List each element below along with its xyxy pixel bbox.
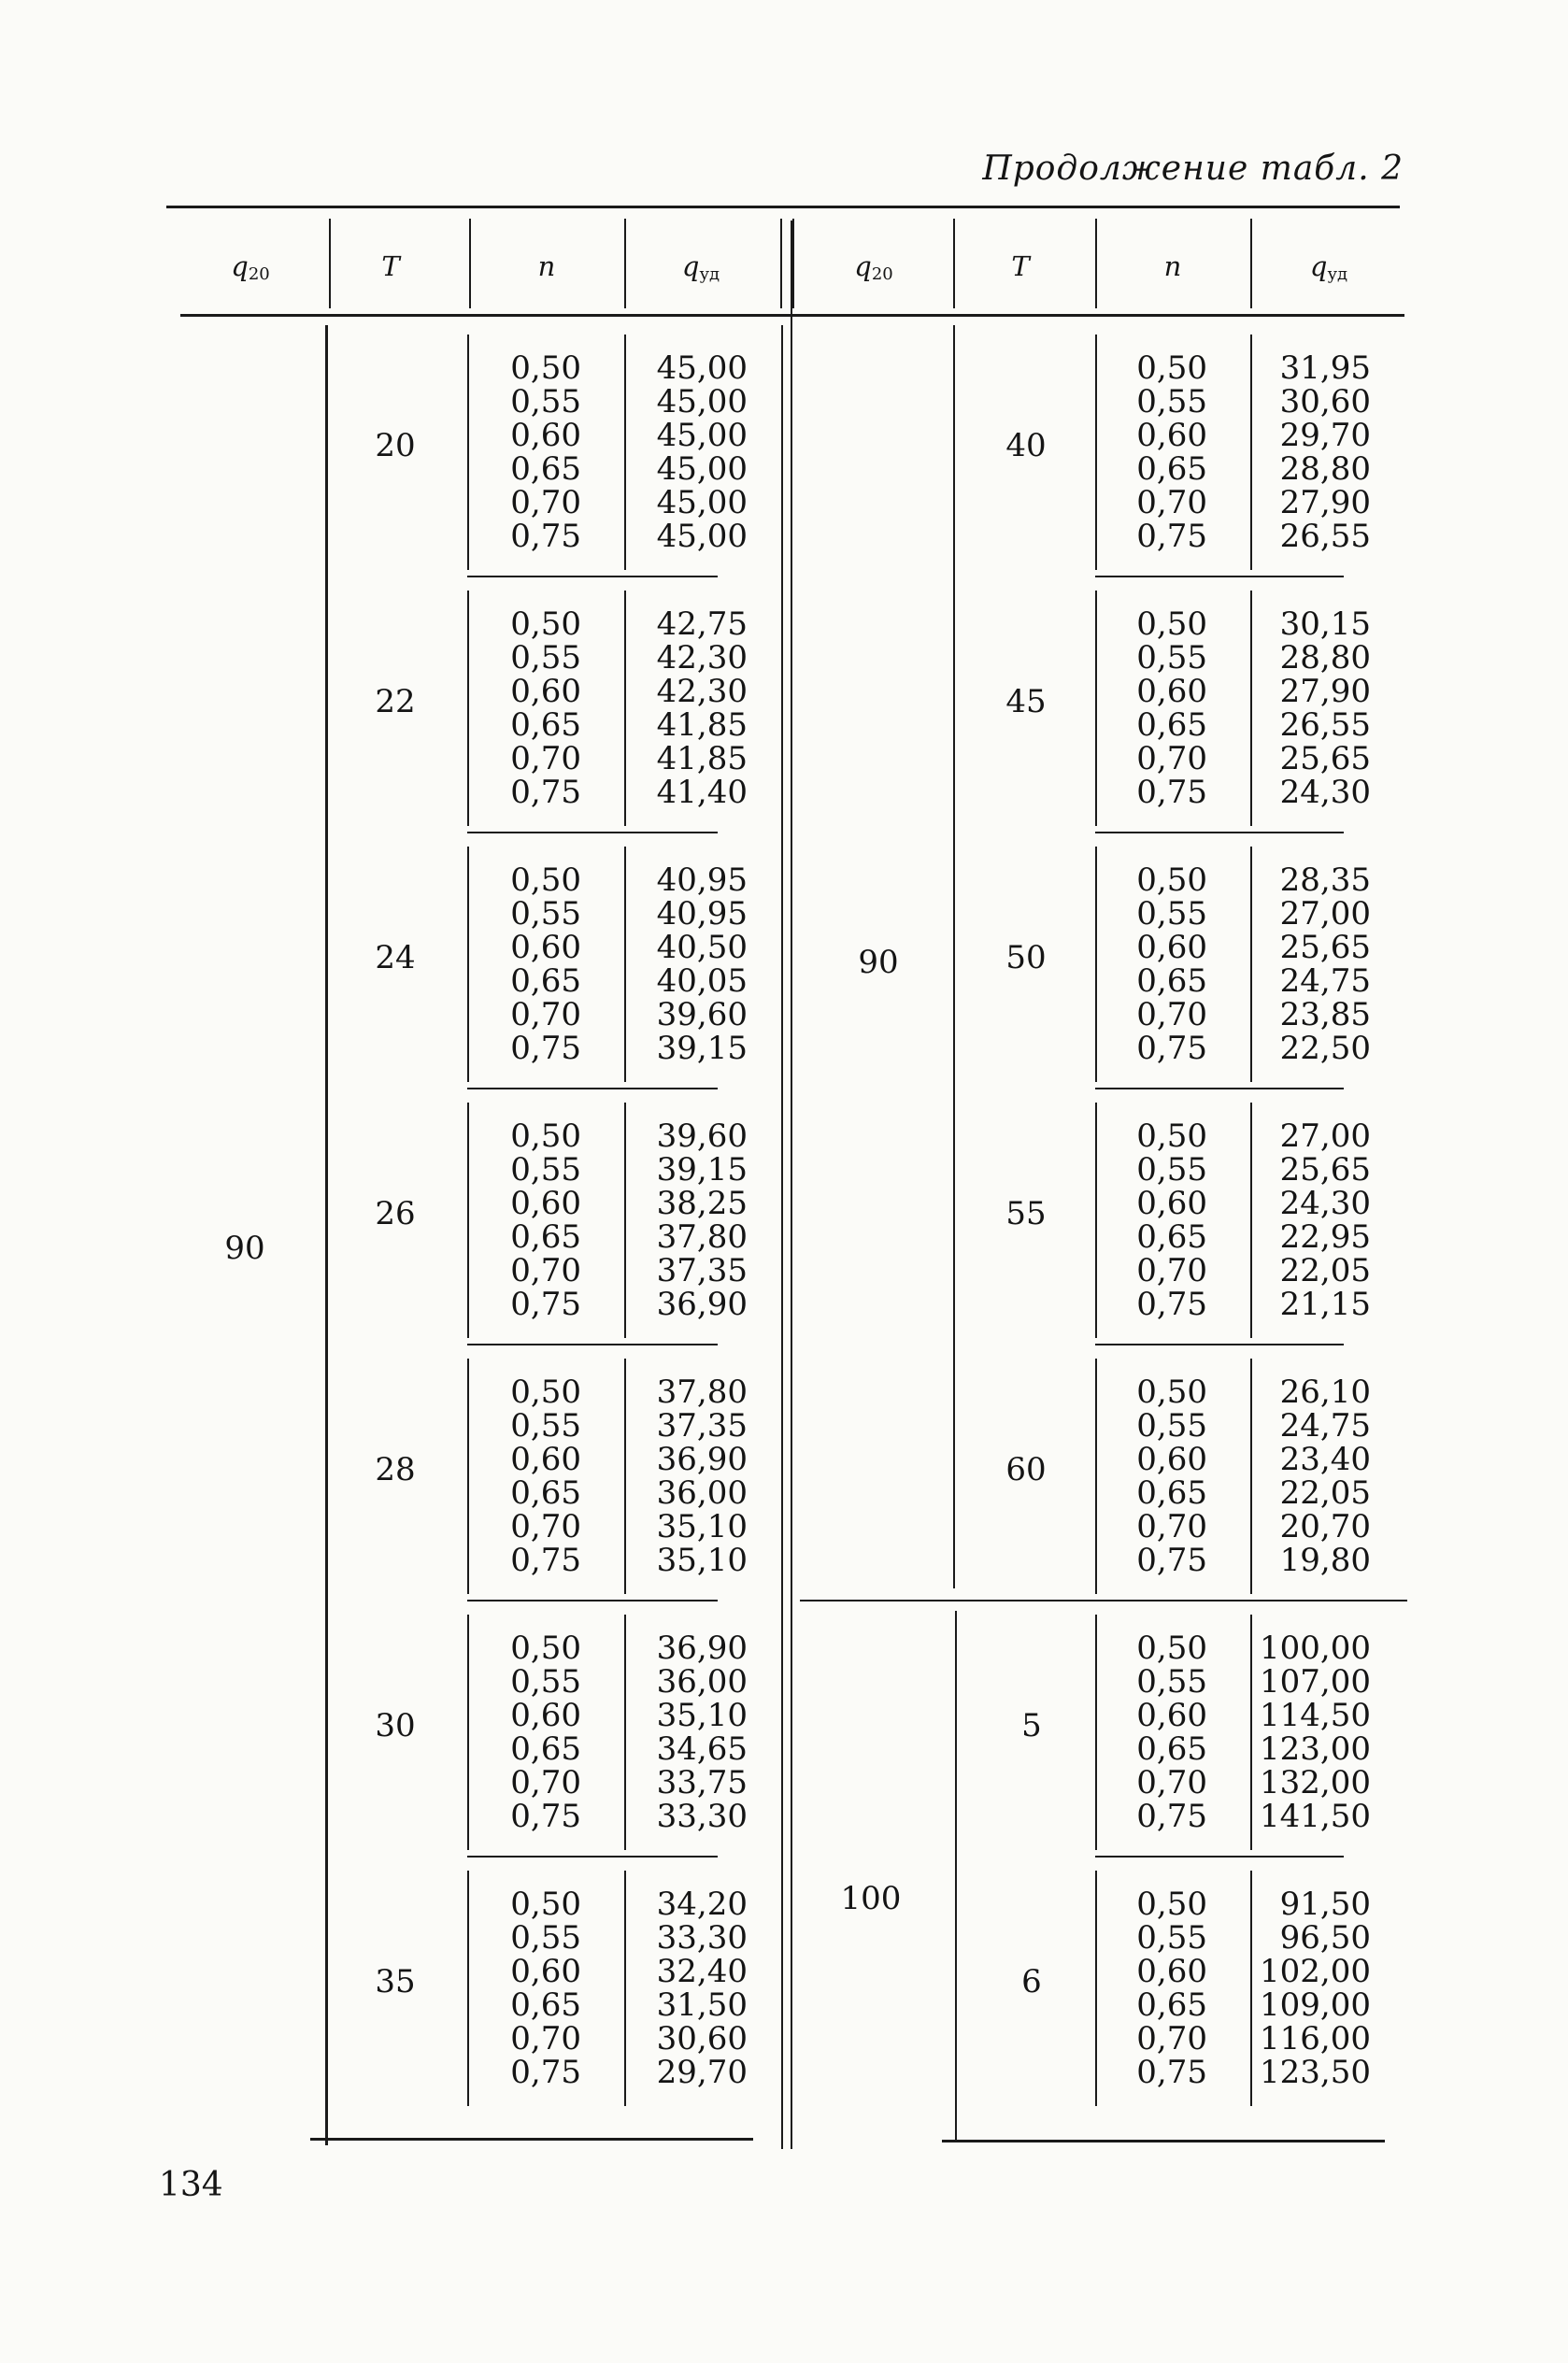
n-values: 0,50 0,55 0,60 0,65 0,70 0,75 [1136,1374,1207,1579]
header-top-rule [166,206,1400,208]
group-separator [1095,1359,1097,1594]
group-T-value: 35 [375,1963,416,2000]
left-T-border [325,325,328,2145]
group-separator [467,1359,469,1594]
header-bottom-rule [180,314,1404,317]
group-T-value: 20 [375,427,416,464]
group-separator [1250,1615,1252,1850]
header-separator [792,219,794,308]
right-q20-value-upper: 90 [858,944,899,981]
column-header: T [1011,250,1030,282]
n-values: 0,50 0,55 0,60 0,65 0,70 0,75 [510,605,581,811]
group-T-value: 28 [375,1451,416,1488]
center-double-rule-a [781,325,783,2149]
group-T-value: 45 [1005,683,1047,720]
left-q20-value: 90 [224,1230,265,1267]
group-T-value: 50 [1005,939,1047,976]
q-values: 31,95 30,60 29,70 28,80 27,90 26,55 [1279,349,1371,555]
group-separator [1250,847,1252,1082]
q-values: 27,00 25,65 24,30 22,95 22,05 21,15 [1279,1117,1371,1323]
group-rule [1095,832,1344,833]
group-separator [1250,591,1252,826]
column-header: n [1163,250,1182,282]
group-separator [624,847,626,1082]
group-separator [1095,1103,1097,1338]
column-header: T [381,250,400,282]
group-T-value: 26 [375,1195,416,1232]
group-separator [1095,1871,1097,2106]
column-header: $q_{20}$ [231,250,270,284]
q-values: 42,75 42,30 42,30 41,85 41,85 41,40 [656,605,748,811]
group-T-value: 60 [1005,1451,1047,1488]
q-values: 37,80 37,35 36,90 36,00 35,10 35,10 [656,1374,748,1579]
header-separator [1250,219,1252,308]
n-values: 0,50 0,55 0,60 0,65 0,70 0,75 [510,1117,581,1323]
column-header: $q_{уд}$ [681,250,720,284]
group-rule [467,1088,718,1089]
n-values: 0,50 0,55 0,60 0,65 0,70 0,75 [1136,1886,1207,2091]
group-separator [467,847,469,1082]
group-T-value: 5 [1021,1707,1042,1744]
q-values: 30,15 28,80 27,90 26,55 25,65 24,30 [1279,605,1371,811]
group-rule [1095,1344,1344,1345]
n-values: 0,50 0,55 0,60 0,65 0,70 0,75 [1136,1630,1207,1835]
header-separator [624,219,626,308]
q-values: 100,00 107,00 114,50 123,00 132,00 141,50 [1260,1630,1371,1835]
group-rule [467,1856,718,1858]
q-values: 26,10 24,75 23,40 22,05 20,70 19,80 [1279,1374,1371,1579]
header-separator [469,219,471,308]
column-header: n [537,250,556,282]
q-values: 40,95 40,95 40,50 40,05 39,60 39,15 [656,861,748,1067]
group-separator [1250,335,1252,570]
group-separator [624,1103,626,1338]
q-values: 45,00 45,00 45,00 45,00 45,00 45,00 [656,349,748,555]
block-divider-rule [800,1600,1407,1601]
n-values: 0,50 0,55 0,60 0,65 0,70 0,75 [510,349,581,555]
center-double-rule-b [791,221,792,2149]
group-rule [467,576,718,577]
group-separator [467,1615,469,1850]
group-T-value: 24 [375,939,416,976]
group-separator [467,591,469,826]
group-T-value: 6 [1021,1963,1042,2000]
group-rule [1095,1088,1344,1089]
group-separator [624,1871,626,2106]
header-separator [1095,219,1097,308]
n-values: 0,50 0,55 0,60 0,65 0,70 0,75 [1136,605,1207,811]
group-separator [467,1871,469,2106]
group-separator [1095,847,1097,1082]
group-rule [1095,576,1344,577]
q-values: 39,60 39,15 38,25 37,80 37,35 36,90 [656,1117,748,1323]
q-values: 28,35 27,00 25,65 24,75 23,85 22,50 [1279,861,1371,1067]
group-separator [1250,1359,1252,1594]
q-values: 91,50 96,50 102,00 109,00 116,00 123,50 [1260,1886,1371,2091]
group-separator [1095,335,1097,570]
group-separator [467,1103,469,1338]
group-separator [1250,1871,1252,2106]
n-values: 0,50 0,55 0,60 0,65 0,70 0,75 [1136,349,1207,555]
group-separator [624,335,626,570]
n-values: 0,50 0,55 0,60 0,65 0,70 0,75 [1136,1117,1207,1323]
q-values: 34,20 33,30 32,40 31,50 30,60 29,70 [656,1886,748,2091]
n-values: 0,50 0,55 0,60 0,65 0,70 0,75 [510,861,581,1067]
column-header-subscript: уд [699,264,720,284]
group-separator [624,1359,626,1594]
n-values: 0,50 0,55 0,60 0,65 0,70 0,75 [510,1374,581,1579]
group-separator [1250,1103,1252,1338]
column-header: $q_{20}$ [854,250,893,284]
table-caption: Продолжение табл. 2 [982,149,1404,188]
group-separator [624,1615,626,1850]
column-header: $q_{уд}$ [1309,250,1348,284]
header-separator [953,219,955,308]
group-separator [624,591,626,826]
group-rule [467,1600,718,1601]
q-values: 36,90 36,00 35,10 34,65 33,75 33,30 [656,1630,748,1835]
n-values: 0,50 0,55 0,60 0,65 0,70 0,75 [510,1630,581,1835]
n-values: 0,50 0,55 0,60 0,65 0,70 0,75 [510,1886,581,2091]
group-rule [467,832,718,833]
group-separator [467,335,469,570]
header-separator [329,219,331,308]
left-bottom-rule [310,2138,753,2141]
group-rule [1095,1856,1344,1858]
group-separator [1095,1615,1097,1850]
right-T-border-lower [955,1611,957,2142]
right-q20-value-lower: 100 [840,1880,902,1917]
group-T-value: 40 [1005,427,1047,464]
group-separator [1095,591,1097,826]
group-T-value: 22 [375,683,416,720]
right-bottom-rule [942,2140,1385,2142]
column-header-subscript: уд [1327,264,1348,284]
page-number: 134 [159,2166,223,2204]
column-header-subscript: 20 [248,264,270,284]
n-values: 0,50 0,55 0,60 0,65 0,70 0,75 [1136,861,1207,1067]
column-header-subscript: 20 [871,264,893,284]
group-T-value: 55 [1005,1195,1047,1232]
group-T-value: 30 [375,1707,416,1744]
group-rule [467,1344,718,1345]
right-T-border-upper [953,325,955,1588]
header-separator [780,219,782,308]
